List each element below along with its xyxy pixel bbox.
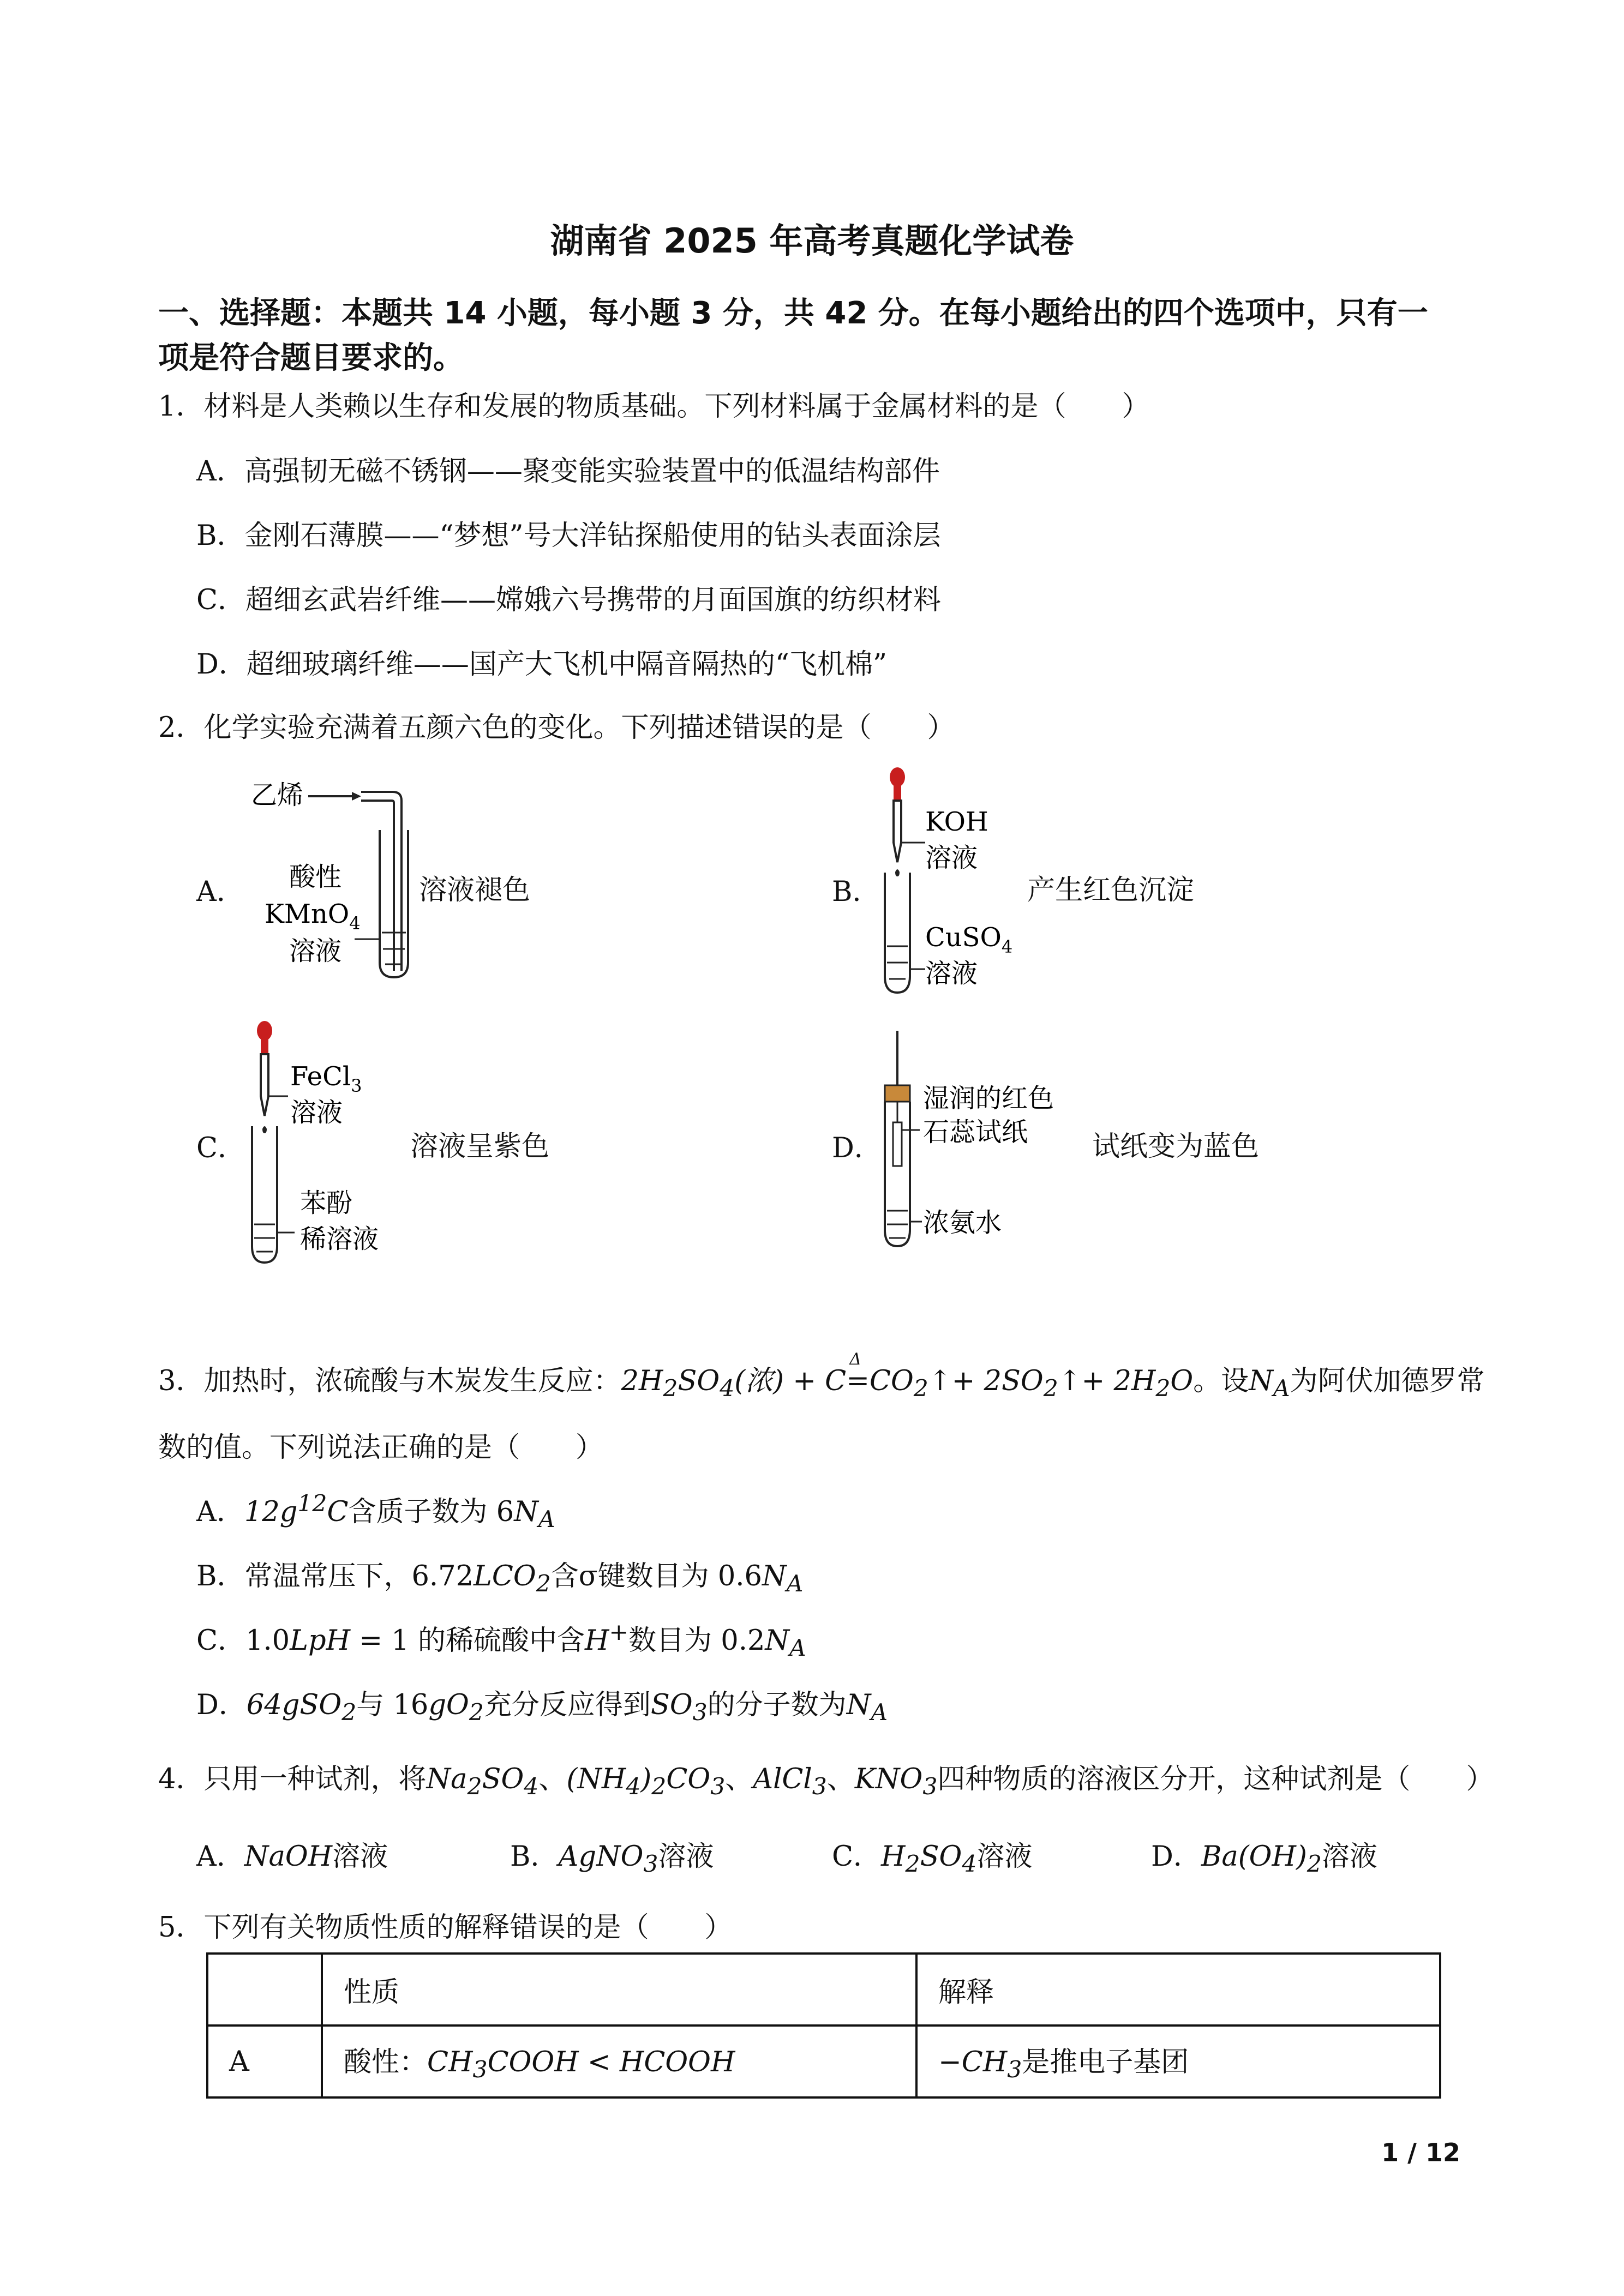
q2-d-solution-label: 浓氨水 xyxy=(923,1207,1002,1238)
q3-stem-line2: 数的值。下列说法正确的是（ ） xyxy=(158,1432,604,1464)
svg-text:CuSO4 xyxy=(925,922,1012,957)
table-row xyxy=(207,2025,1440,2097)
q3-stem-line1: 3．加热时，浓硫酸与木炭发生反应：$2H_2SO_4$(浓) + C= Δ $CO_2↑+$ $2SO_2↑+ 2H_2O$。设$N_A$为阿伏加德罗常 xyxy=(158,1350,1485,1403)
q4-option-a: A．NaOH溶液 xyxy=(196,1841,388,1873)
q3-option-d: D．64gSO$_2$与 $16gO_2$充分反应得到$SO_3$的分子数为$N_A$ xyxy=(196,1689,888,1727)
svg-text:KMnO4 xyxy=(265,899,361,934)
q2-a-result: 溶液褪色 xyxy=(419,874,531,906)
q4-option-d: D．$Ba(OH)_2$溶液 xyxy=(1151,1841,1377,1878)
svg-text:FeCl3 xyxy=(290,1061,362,1096)
q1-option-d: D．超细玻璃纤维——国产大飞机中隔音隔热的“飞机棉” xyxy=(196,648,888,681)
q2-a-reagent-formula: KMnO xyxy=(265,899,350,929)
q2-c-apparatus xyxy=(240,1014,426,1265)
q4-stem: 4．只用一种试剂，将$Na_2SO_4$、$(NH_4)_2CO_3$、AlCl$_3$、$KNO_3$四种物质的溶液区分开，这种试剂是（ ） xyxy=(158,1763,1494,1801)
q2-c-letter: C． xyxy=(196,1132,246,1164)
q2-d-paper-label2: 石蕊试纸 xyxy=(923,1117,1028,1147)
q3-option-b: B．常温常压下，$6.72LCO_2$含σ键数目为 $0.6N_A$ xyxy=(196,1560,804,1598)
q2-c-result: 溶液呈紫色 xyxy=(410,1131,550,1163)
q2-b-result: 产生红色沉淀 xyxy=(1027,874,1195,906)
q2-stem: 2．化学实验充满着五颜六色的变化。下列描述错误的是（ ） xyxy=(158,712,955,744)
q2-d-letter: D． xyxy=(832,1132,882,1164)
q5-table xyxy=(206,1952,1441,2099)
q2-b-drop-label2: 溶液 xyxy=(925,843,978,873)
q2-d-result: 试纸变为蓝色 xyxy=(1092,1131,1260,1163)
q2-d-paper-label1: 湿润的红色 xyxy=(923,1083,1054,1114)
q1-option-a: A．高强韧无磁不锈钢——聚变能实验装置中的低温结构部件 xyxy=(196,455,940,488)
q3-na-symbol: $N_A$ xyxy=(1249,1365,1290,1403)
q3-stem-tail: 为阿伏加德罗常 xyxy=(1290,1365,1485,1397)
q3-stem-set: 设 xyxy=(1221,1365,1249,1397)
q2-d-apparatus xyxy=(873,1031,1069,1260)
table-cell-explanation: $-CH_3$是推电子基团 xyxy=(916,2025,1440,2097)
q4-option-b: B．AgNO$_3$溶液 xyxy=(510,1841,714,1878)
q5-stem: 5．下列有关物质性质的解释错误的是（ ） xyxy=(158,1912,733,1944)
section-heading-line1: 一、选择题：本题共 14 小题，每小题 3 分，共 42 分。在每小题给出的四个选项中，只有一 xyxy=(158,296,1428,331)
table-header-cell: 解释 xyxy=(916,1954,1440,2025)
table-header-cell xyxy=(207,1954,322,2025)
section-heading-line2: 项是符合题目要求的。 xyxy=(158,340,464,376)
q2-c-solution-label1: 苯酚 xyxy=(300,1188,353,1218)
table-cell-property: 酸性：$CH_3COOH$ < HCOOH xyxy=(322,2025,916,2097)
table-header-row xyxy=(207,1954,1440,2025)
q2-b-solution-label2: 溶液 xyxy=(925,958,978,989)
q2-b-solution-subscript: 4 xyxy=(1001,936,1013,957)
q4-option-c: C．$H_2SO_4$溶液 xyxy=(832,1841,1033,1878)
q2-a-reagent-line1: 酸性 xyxy=(289,862,342,892)
q2-b-apparatus xyxy=(873,761,1047,1006)
q2-a-letter: A． xyxy=(196,876,244,908)
q1-option-c: C．超细玄武岩纤维——嫦娥六号携带的月面国旗的纺织材料 xyxy=(196,584,942,616)
q2-a-apparatus xyxy=(240,769,436,987)
q2-c-solution-label2: 稀溶液 xyxy=(300,1224,379,1254)
q3-option-a: A．$12g^{12}C$含质子数为 $6N_A$ xyxy=(196,1490,555,1534)
q1-stem: 1．材料是人类赖以生存和发展的物质基础。下列材料属于金属材料的是（ ） xyxy=(158,390,1150,423)
q2-b-drop-label: KOH xyxy=(925,807,988,837)
q2-c-drop-subscript: 3 xyxy=(351,1075,362,1096)
q2-c-drop-formula: FeCl xyxy=(290,1061,351,1092)
table-header-cell: 性质 xyxy=(322,1954,916,2025)
q3-equation: $2H_2SO_4$(浓) + C= Δ $CO_2↑+$ $2SO_2↑+ 2H_2O$ xyxy=(621,1350,1194,1403)
page-title: 湖南省 2025 年高考真题化学试卷 xyxy=(550,221,1074,261)
table-cell-label: A xyxy=(207,2025,322,2097)
q2-b-solution-formula: CuSO xyxy=(925,922,1002,953)
q2-a-reagent-line3: 溶液 xyxy=(289,936,342,966)
page-number: 1 / 12 xyxy=(1381,2138,1460,2167)
q1-option-b: B．金刚石薄膜——“梦想”号大洋钻探船使用的钻头表面涂层 xyxy=(196,520,941,552)
q2-c-drop-label2: 溶液 xyxy=(290,1097,343,1128)
q3-stem-intro: 3．加热时，浓硫酸与木炭发生反应： xyxy=(158,1365,621,1397)
q2-a-reagent-subscript: 4 xyxy=(349,913,361,934)
q3-option-c: C．1.0LpH = 1 的稀硫酸中含H+数目为 $0.2N_A$ xyxy=(196,1619,806,1662)
q2-b-letter: B． xyxy=(832,876,880,908)
q2-a-gas-label: 乙烯 xyxy=(251,780,304,810)
